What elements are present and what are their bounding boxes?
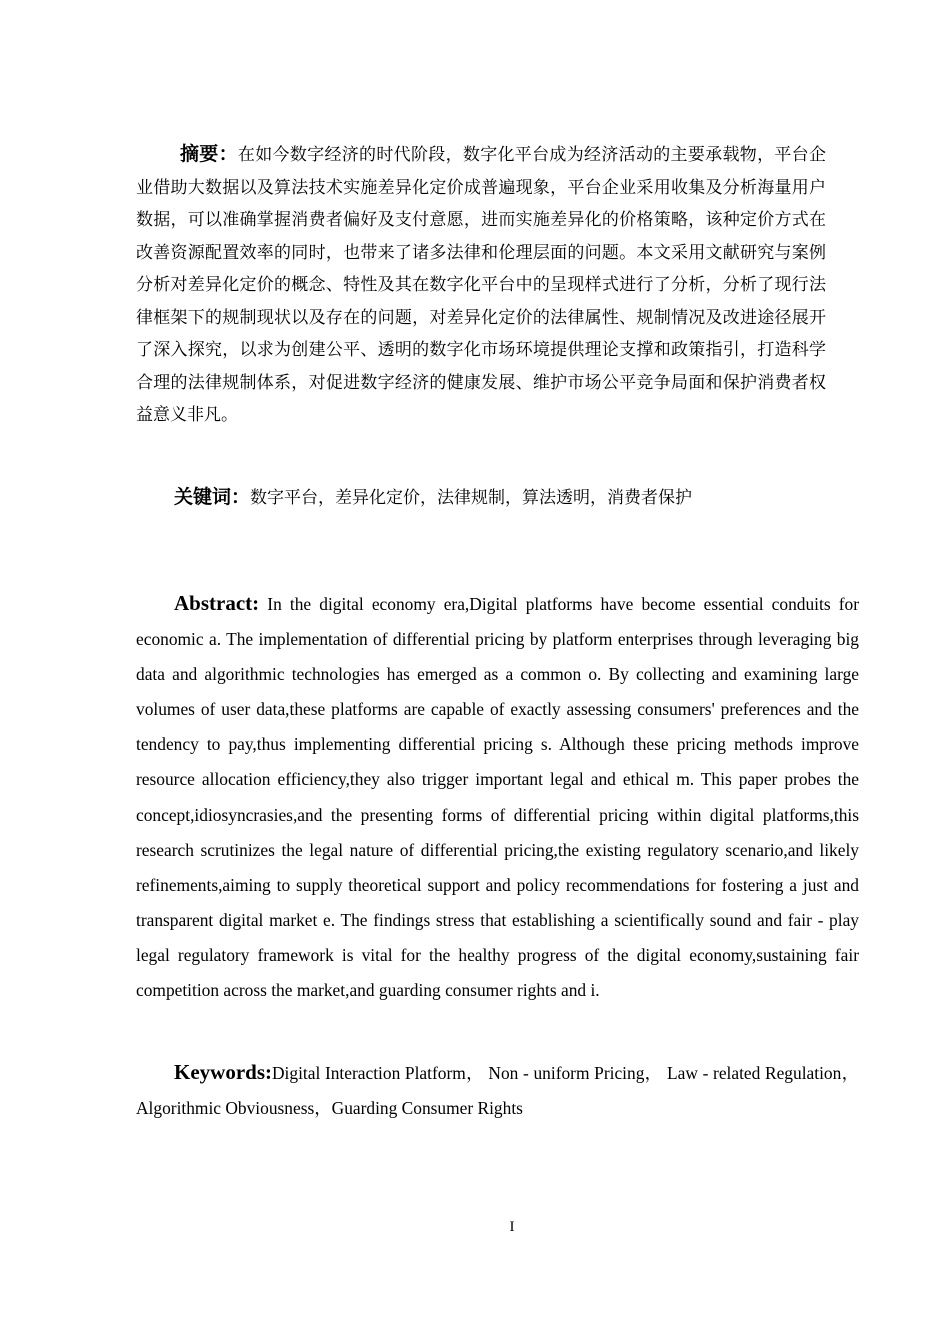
english-keywords-text: Digital Interaction Platform， Non - uniform Pricing， Law - related Regulation，Algorithmic Obviousness，Guarding Consumer Rights	[136, 1063, 859, 1118]
page-number: I	[509, 1219, 515, 1235]
chinese-keywords-text: 数字平台，差异化定价，法律规制，算法透明，消费者保护	[250, 488, 693, 508]
chinese-abstract	[136, 138, 826, 432]
chinese-abstract-label: 摘要：	[180, 143, 238, 165]
english-abstract-label: Abstract:	[174, 591, 260, 615]
english-abstract	[136, 586, 859, 1008]
chinese-keywords-label: 关键词：	[174, 486, 251, 508]
chinese-keywords	[136, 481, 856, 514]
english-abstract-text: In the digital economy era,Digital platforms have become essential conduits for economic a. The implementation of differential pricing by platform enterprises through leveraging big data and algorithmic technologies has emerged as a common o. By collecting and examining large volumes of user data,these platforms are capable of exactly assessing consumers' preferences and the tendency to pay,thus implementing differential pricing s. Although these pricing methods improve resource allocation efficiency,they also trigger important legal and ethical m. This paper probes the concept,idiosyncrasies,and the presenting forms of differential pricing within digital platforms,this research scrutinizes the legal nature of differential pricing,the existing regulatory scenario,and likely refinements,aiming to supply theoretical support and policy recommendations for fostering a just and transparent digital market e. The findings stress that establishing a scientifically sound and fair - play legal regulatory framework is vital for the healthy progress of the digital economy,sustaining fair competition across the market,and guarding consumer rights and i.	[136, 594, 859, 1001]
english-keywords	[136, 1055, 859, 1126]
english-keywords-label: Keywords:	[174, 1060, 272, 1084]
chinese-abstract-text: 在如今数字经济的时代阶段，数字化平台成为经济活动的主要承载物，平台企业借助大数据以及算法技术实施差异化定价成普遍现象，平台企业采用收集及分析海量用户数据，可以准确掌握消费者偏好及支付意愿，进而实施差异化的价格策略，该种定价方式在改善资源配置效率的同时，也带来了诸多法律和伦理层面的问题。本文采用文献研究与案例分析对差异化定价的概念、特性及其在数字化平台中的呈现样式进行了分析，分析了现行法律框架下的规制现状以及存在的问题，对差异化定价的法律属性、规制情况及改进途径展开了深入探究，以求为创建公平、透明的数字化市场环境提供理论支撑和政策指引，打造科学合理的法律规制体系，对促进数字经济的健康发展、维护市场公平竞争局面和保护消费者权益意义非凡。	[136, 145, 826, 425]
